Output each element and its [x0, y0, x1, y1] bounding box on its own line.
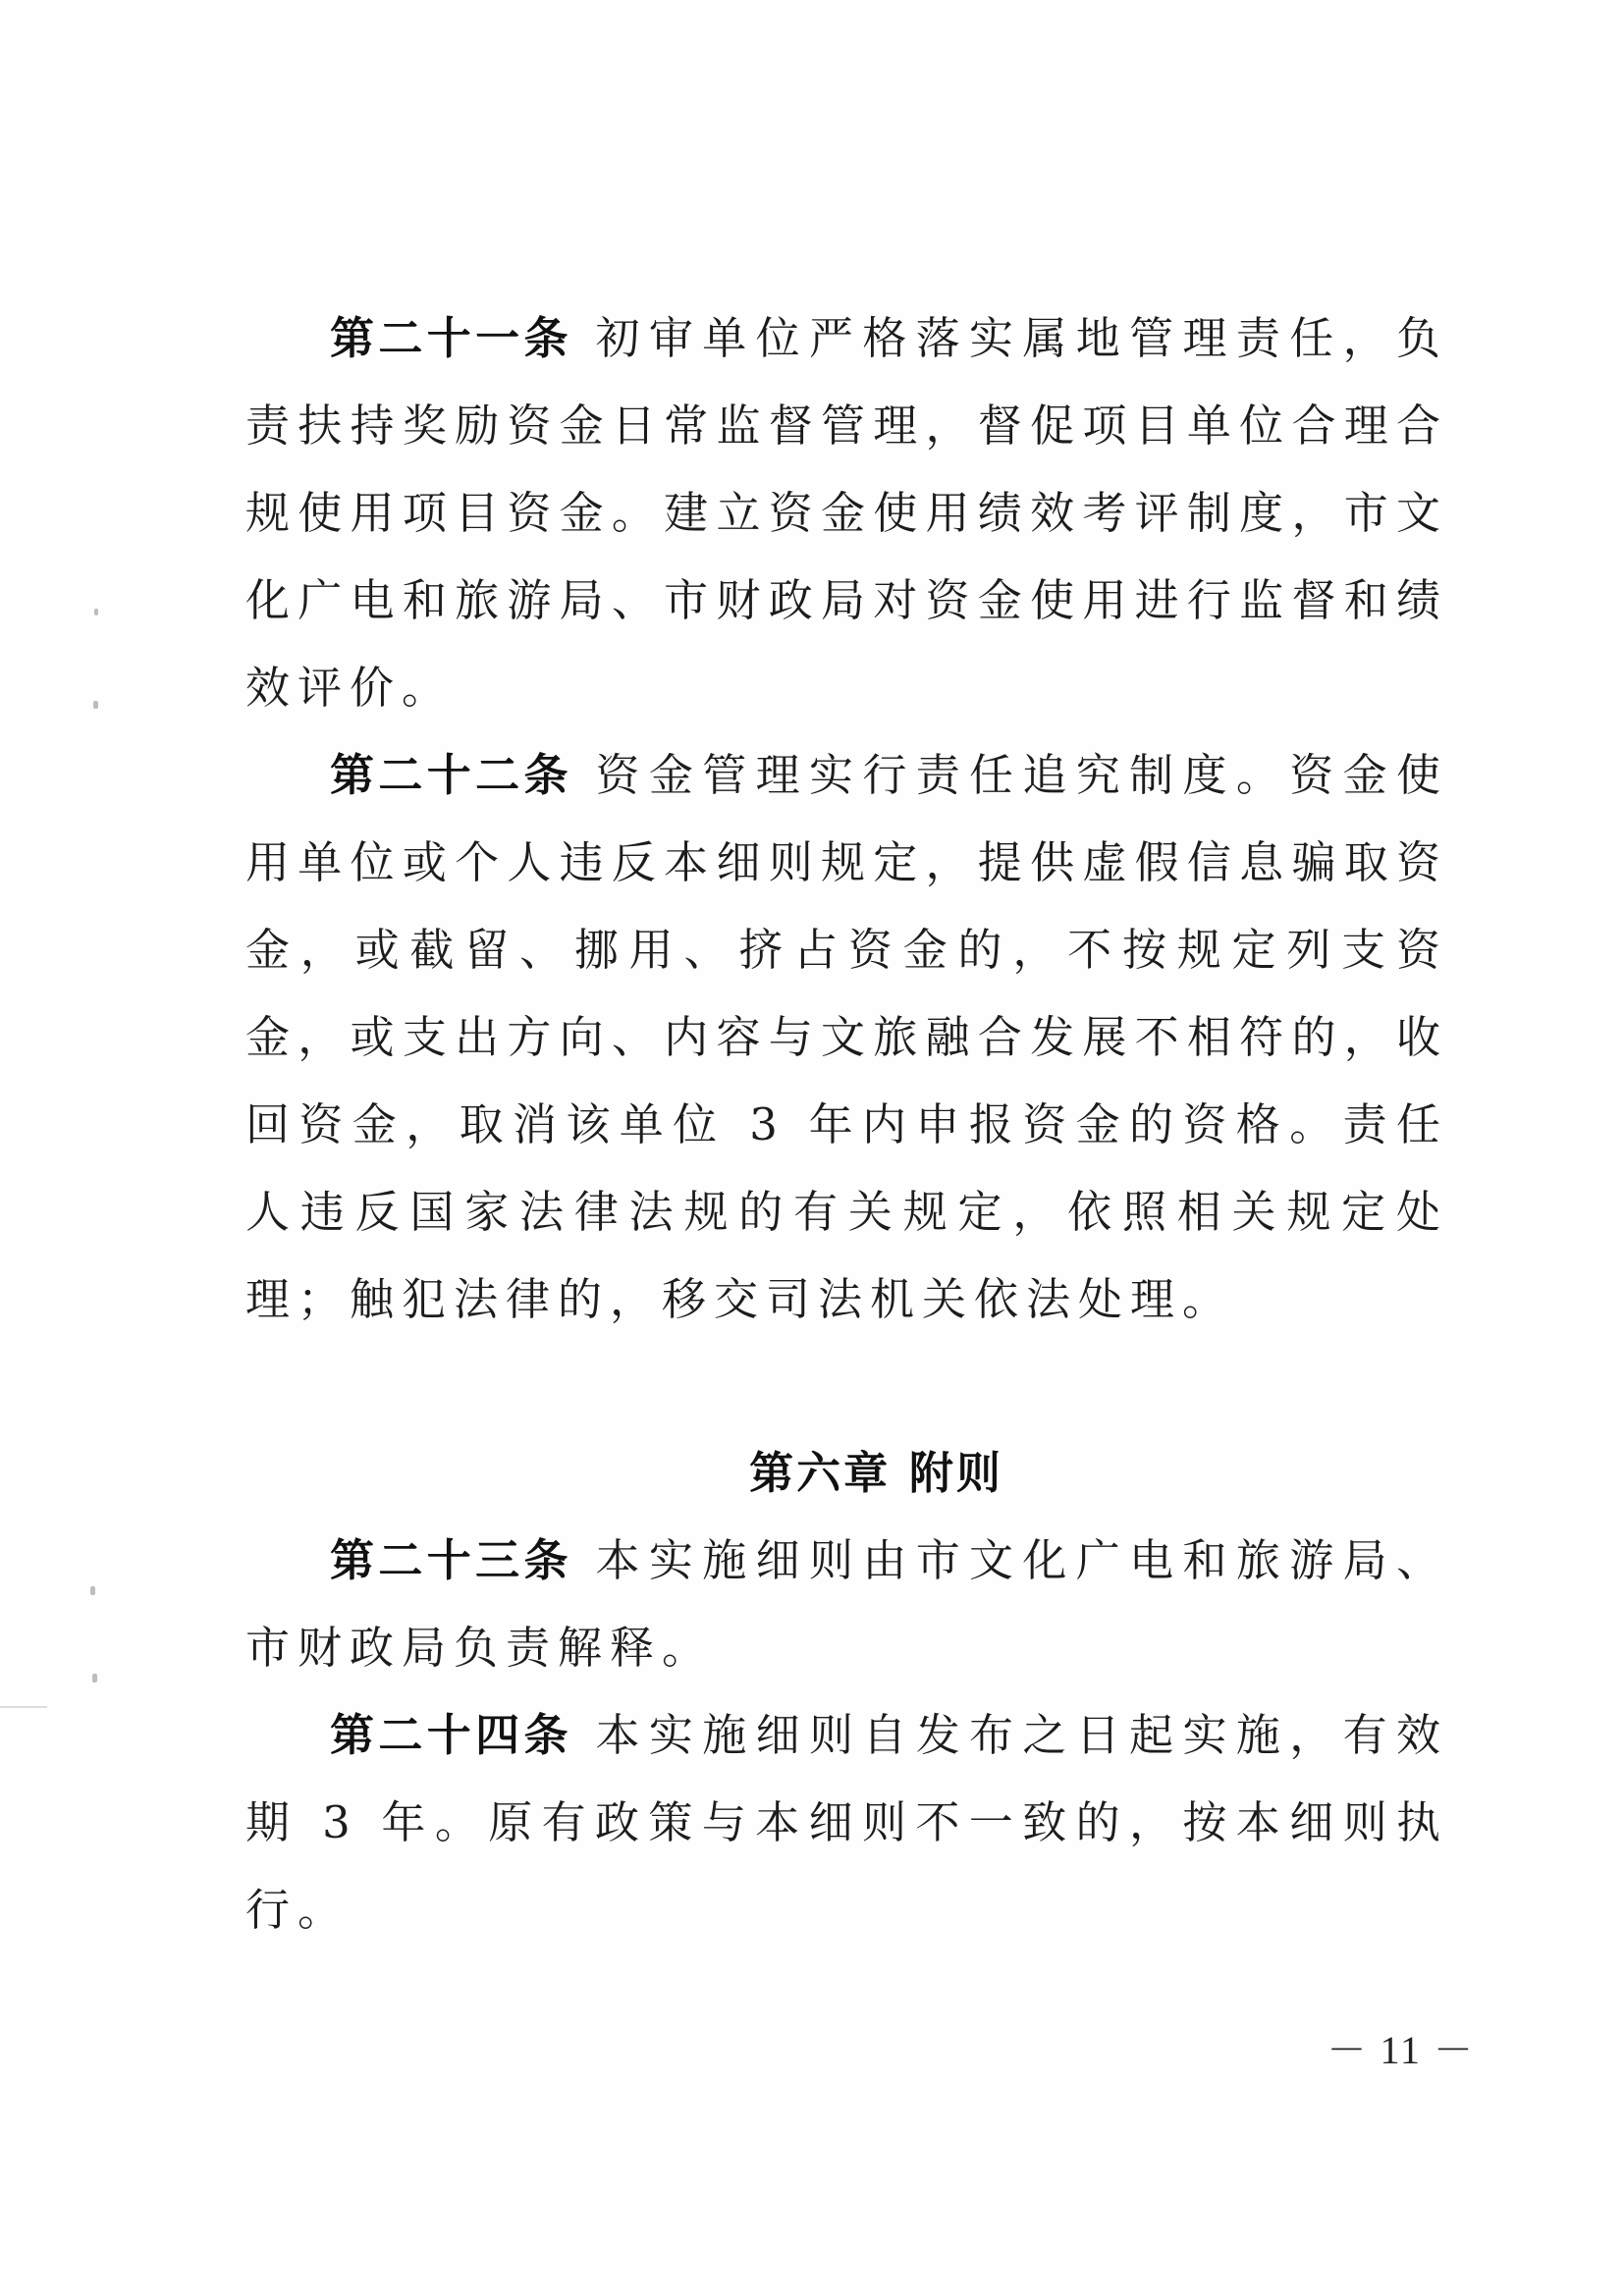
scan-edge-line: [0, 1706, 47, 1708]
article-22: [245, 731, 1448, 1343]
article-24: [245, 1691, 1448, 1953]
article-text: 初审单位严格落实属地管理责任，负责扶持奖励资金日常监督管理，督促项目单位合理合规使用项目资金。建立资金使用绩效考评制度，市文化广电和旅游局、市财政局对资金使用进行监督和绩效评价。: [245, 312, 1448, 714]
scan-speck: [93, 701, 98, 709]
article-21: [245, 294, 1448, 731]
scan-speck: [92, 1674, 97, 1682]
article-text: 本实施细则由市文化广电和旅游局、市财政局负责解释。: [245, 1534, 1448, 1674]
article-text: 本实施细则自发布之日起实施，有效期 3 年。原有政策与本细则不一致的，按本细则执行。: [245, 1709, 1448, 1936]
article-title: 第二十三条: [330, 1534, 572, 1586]
article-text: 资金管理实行责任追究制度。资金使用单位或个人违反本细则规定，提供虚假信息骗取资金，或截留、挪用、挤占资金的，不按规定列支资金，或支出方向、内容与文旅融合发展不相符的，收回资金，取消该单位 3 年内申报资金的资格。责任人违反国家法律法规的有关规定，依照相关规定处理；触犯法律的，移交司法机关依法处理。: [245, 749, 1448, 1325]
article-title: 第二十一条: [330, 312, 572, 364]
scan-speck: [90, 1586, 95, 1595]
document-body: [245, 294, 1448, 1953]
page-number: － 11 －: [1326, 2028, 1475, 2072]
article-23: [245, 1517, 1448, 1691]
article-title: 第二十四条: [330, 1709, 572, 1761]
scan-speck: [94, 609, 98, 615]
chapter-heading: 第六章 附则: [749, 1447, 1003, 1499]
article-title: 第二十二条: [330, 749, 572, 801]
